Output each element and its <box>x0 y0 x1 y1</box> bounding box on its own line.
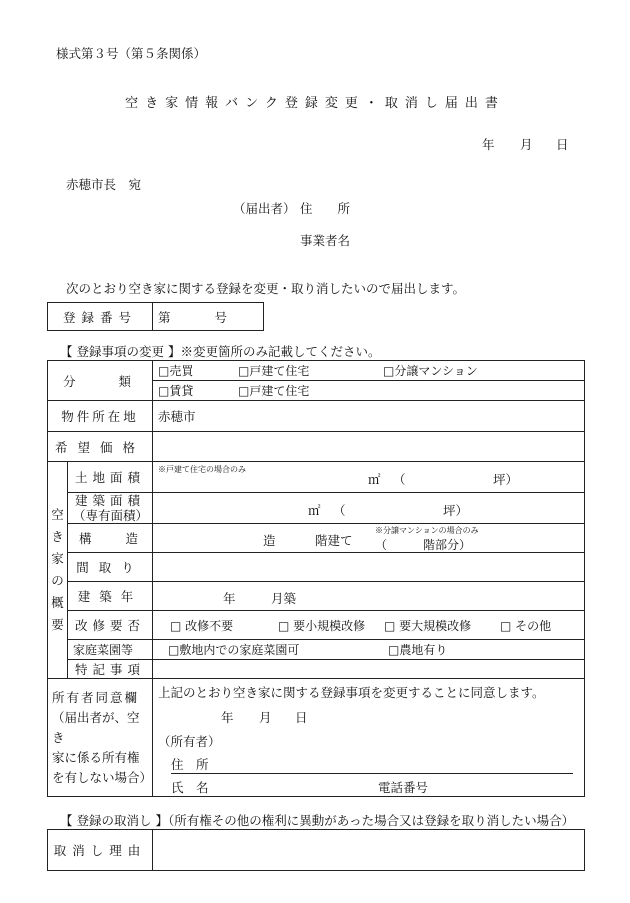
madori-field[interactable] <box>153 553 585 582</box>
bunrui-house-sale-checkbox[interactable]: □ 戸建て住宅 <box>238 362 383 379</box>
applicant-business-label: 事業者名 <box>300 233 351 248</box>
consent-address-field[interactable]: 住 所 <box>171 755 573 774</box>
intro-text: 次のとおり空き家に関する登録を変更・取り消したいので届出します。 <box>66 281 466 296</box>
cancel-table <box>47 829 585 871</box>
section-cancel-heading: 【 登録の取消し 】（所有権その他の権利に異動があった場合又は登録を取り消したい場合） <box>60 813 575 828</box>
structure-field[interactable]: 造 階建て ※分譲マンションの場合のみ （ 階部分） <box>153 524 585 553</box>
land-area-note: ※戸建て住宅の場合のみ <box>158 465 246 474</box>
location-value[interactable]: 赤穂市 <box>153 401 585 432</box>
date-month: 月 <box>520 137 533 152</box>
registration-number-table <box>47 302 264 331</box>
bunrui-label: 分 類 <box>48 361 153 401</box>
chikunen-label: 建築年 <box>67 582 152 611</box>
kaishu-field <box>153 611 585 640</box>
saien-opt2-checkbox[interactable]: □ 農地有り <box>388 643 447 657</box>
kaishu-opt-small[interactable]: □ 要小規模改修 <box>278 618 366 633</box>
consent-field: 上記のとおり空き家に関する登録事項を変更することに同意します。 年 月 日 （所有者） 住 所 氏 名 電話番号 <box>153 679 585 797</box>
bunrui-mansion-checkbox[interactable]: □ 分譲マンション <box>383 364 478 378</box>
form-number: 様式第３号（第５条関係） <box>56 46 207 61</box>
chikunen-field[interactable]: 年 月築 <box>153 582 585 611</box>
structure-label: 構 造 <box>67 524 152 553</box>
bunrui-sale-checkbox[interactable]: □ 売買 <box>158 362 238 379</box>
cancel-reason-field[interactable] <box>153 830 585 871</box>
applicant-label: （届出者） <box>233 201 296 216</box>
saien-opt1-checkbox[interactable]: □ 敷地内での家庭菜園可 <box>168 641 388 658</box>
kaishu-opt-none[interactable]: □ 改修不要 <box>170 618 234 633</box>
price-field[interactable] <box>153 432 585 462</box>
land-area-label: 土地面積 <box>67 462 152 493</box>
land-area-field[interactable]: ※戸建て住宅の場合のみ ㎡ （ 坪） <box>153 462 585 493</box>
reg-number-prefix: 第 <box>158 309 171 325</box>
addressee: 赤穂市長 宛 <box>66 177 142 192</box>
page-title: 空き家情報バンク登録変更・取消し届出書 <box>125 96 505 111</box>
change-table <box>47 360 585 797</box>
location-label: 物件所在地 <box>48 401 153 432</box>
cancel-reason-label: 取消し理由 <box>48 830 153 871</box>
gaiyo-side-label: 空 き 家 の 概 要 <box>48 462 68 679</box>
kaishu-label: 改修要否 <box>67 611 152 640</box>
tokki-field[interactable] <box>153 660 585 679</box>
saien-label: 家庭菜園等 <box>67 640 152 660</box>
section-change-heading: 【 登録事項の変更 】※変更箇所のみ記載してください。 <box>60 344 381 359</box>
consent-text: 上記のとおり空き家に関する登録事項を変更することに同意します。 <box>158 685 545 700</box>
reg-number-field[interactable] <box>153 303 264 331</box>
date-year: 年 <box>482 137 495 152</box>
madori-label: 間取り <box>67 553 152 582</box>
building-area-field[interactable]: ㎡ （ 坪） <box>153 493 585 524</box>
kaishu-opt-large[interactable]: □ 要大規模改修 <box>384 618 472 633</box>
saien-field <box>153 640 585 660</box>
building-area-label: 建築面積 （専有面積） <box>67 493 152 524</box>
bunrui-house-rent-checkbox[interactable]: □ 戸建て住宅 <box>238 384 309 398</box>
bunrui-rent-checkbox[interactable]: □ 賃貸 <box>158 382 238 399</box>
price-label: 希望価格 <box>48 432 153 462</box>
kaishu-opt-other[interactable]: □ その他 <box>500 618 552 633</box>
date-day: 日 <box>556 137 569 152</box>
reg-number-suffix: 号 <box>214 309 228 325</box>
reg-number-label: 登録番号 <box>48 303 153 331</box>
consent-phone-field[interactable]: 電話番号 <box>378 778 573 797</box>
consent-label: 所有者同意欄 （届出者が、空き 家に係る所有権 を有しない場合） <box>48 679 153 797</box>
applicant-address-label: 住 所 <box>300 201 351 216</box>
tokki-label: 特記事項 <box>67 660 152 679</box>
consent-name-field[interactable]: 氏 名 <box>171 778 367 797</box>
